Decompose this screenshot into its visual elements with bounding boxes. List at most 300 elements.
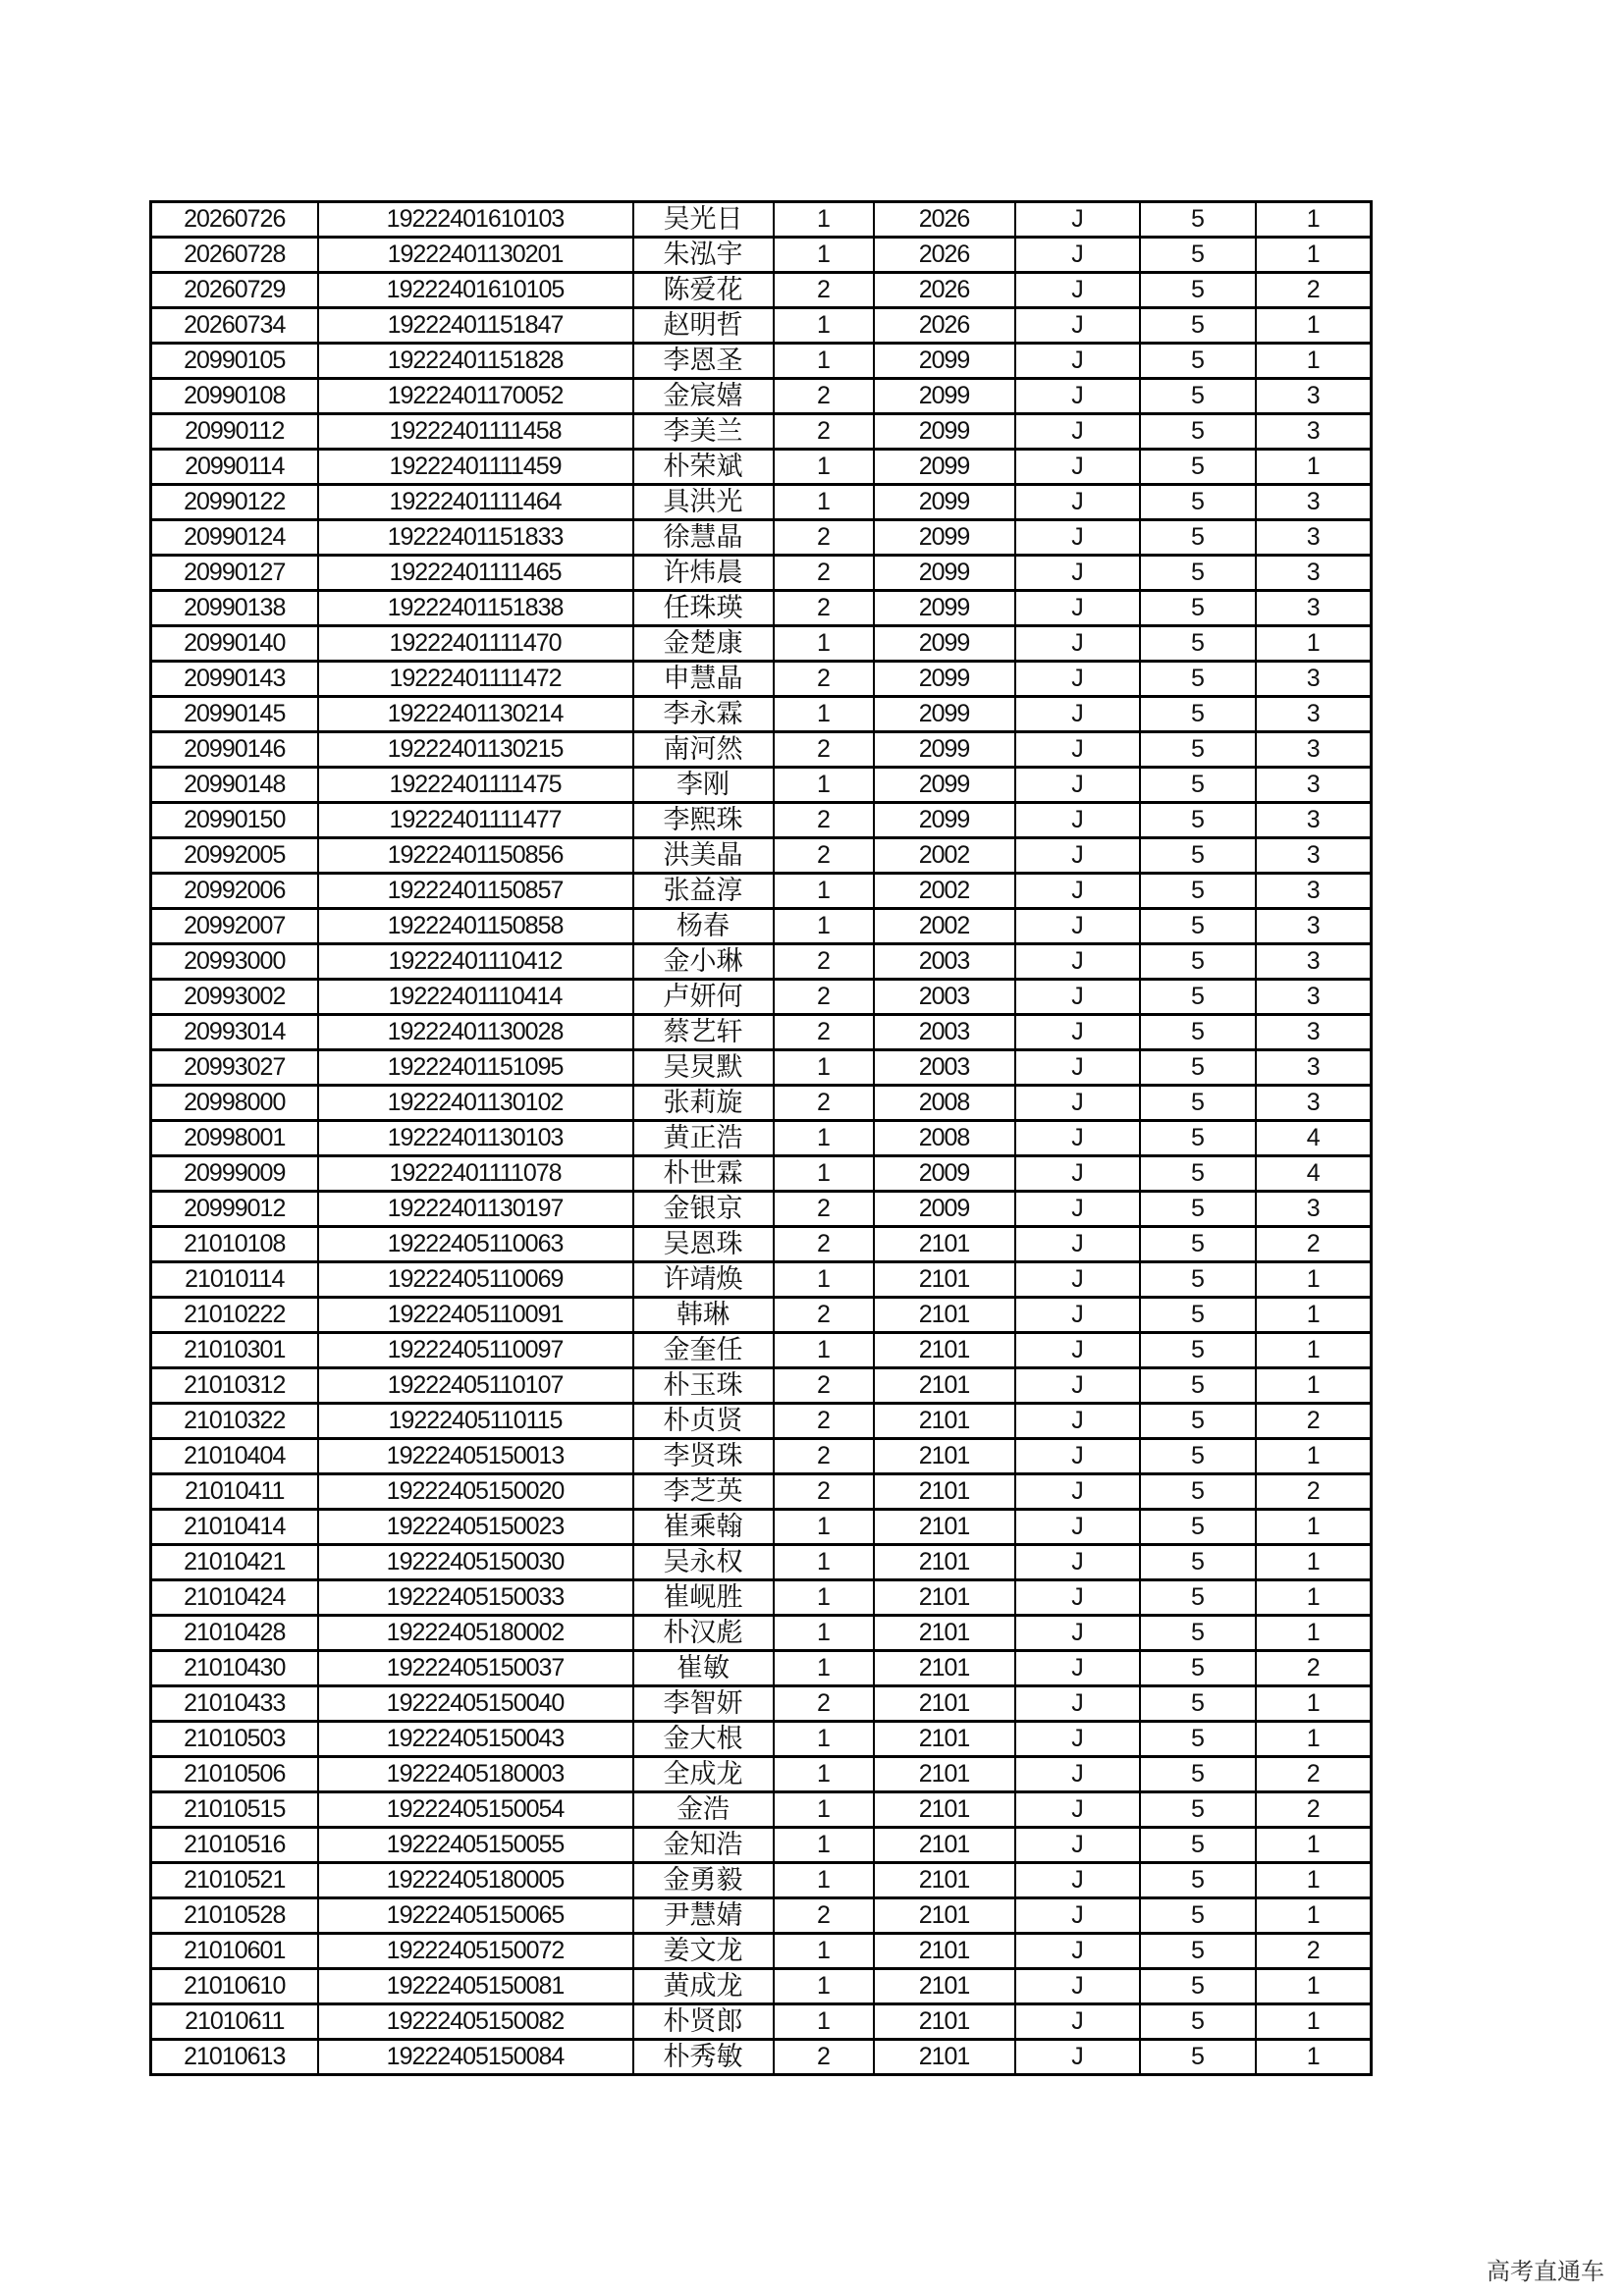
cell-code: 2002 [874,838,1015,874]
cell-gender: 2 [774,1086,874,1121]
cell-exam-id: 21010516 [151,1828,318,1863]
cell-value-b: 1 [1256,1510,1372,1545]
cell-value-b: 1 [1256,238,1372,273]
cell-gender: 1 [774,450,874,485]
cell-registration-no: 19222401111458 [318,414,633,450]
cell-value-b: 2 [1256,273,1372,308]
cell-exam-id: 21010610 [151,1969,318,2004]
cell-gender: 1 [774,1510,874,1545]
cell-value-a: 5 [1140,1757,1256,1792]
cell-value-b: 3 [1256,556,1372,591]
cell-value-a: 5 [1140,626,1256,662]
cell-value-a: 5 [1140,1686,1256,1722]
cell-exam-id: 21010613 [151,2040,318,2075]
cell-value-b: 3 [1256,485,1372,520]
cell-exam-id: 20990112 [151,414,318,450]
cell-value-a: 5 [1140,1439,1256,1474]
cell-exam-id: 20260728 [151,238,318,273]
cell-registration-no: 19222405150055 [318,1828,633,1863]
cell-type: J [1015,1015,1140,1050]
cell-value-b: 1 [1256,1580,1372,1616]
cell-exam-id: 21010528 [151,1898,318,1934]
cell-value-b: 3 [1256,803,1372,838]
cell-value-b: 2 [1256,1474,1372,1510]
cell-exam-id: 21010506 [151,1757,318,1792]
cell-type: J [1015,803,1140,838]
cell-gender: 1 [774,1580,874,1616]
table-row [151,1086,1372,1121]
cell-name: 南河然 [633,732,774,768]
cell-name: 陈爱花 [633,273,774,308]
cell-value-b: 1 [1256,1863,1372,1898]
cell-code: 2101 [874,1757,1015,1792]
cell-registration-no: 19222405110091 [318,1298,633,1333]
cell-code: 2101 [874,1898,1015,1934]
table-row [151,1545,1372,1580]
table-row [151,1580,1372,1616]
cell-value-a: 5 [1140,662,1256,697]
cell-name: 朴贤郎 [633,2004,774,2040]
cell-name: 朱泓宇 [633,238,774,273]
cell-code: 2008 [874,1086,1015,1121]
cell-value-b: 3 [1256,379,1372,414]
cell-code: 2099 [874,344,1015,379]
cell-name: 朴贞贤 [633,1404,774,1439]
table-row [151,1898,1372,1934]
cell-gender: 2 [774,662,874,697]
cell-name: 洪美晶 [633,838,774,874]
cell-value-a: 5 [1140,1510,1256,1545]
cell-exam-id: 20260734 [151,308,318,344]
cell-type: J [1015,1368,1140,1404]
cell-value-b: 2 [1256,1227,1372,1262]
table-row [151,520,1372,556]
cell-registration-no: 19222401130028 [318,1015,633,1050]
cell-exam-id: 20999009 [151,1156,318,1192]
cell-exam-id: 21010611 [151,2004,318,2040]
cell-exam-id: 20990124 [151,520,318,556]
cell-gender: 1 [774,1934,874,1969]
cell-name: 金勇毅 [633,1863,774,1898]
cell-name: 金知浩 [633,1828,774,1863]
cell-name: 许炜晨 [633,556,774,591]
cell-registration-no: 19222405150072 [318,1934,633,1969]
cell-name: 金大根 [633,1722,774,1757]
cell-exam-id: 20990138 [151,591,318,626]
cell-type: J [1015,1439,1140,1474]
cell-registration-no: 19222401151833 [318,520,633,556]
cell-exam-id: 21010433 [151,1686,318,1722]
cell-value-a: 5 [1140,2004,1256,2040]
cell-registration-no: 19222401151847 [318,308,633,344]
cell-value-a: 5 [1140,202,1256,238]
table-row [151,1192,1372,1227]
cell-code: 2101 [874,1580,1015,1616]
cell-type: J [1015,1757,1140,1792]
table-row [151,1333,1372,1368]
cell-exam-id: 20990140 [151,626,318,662]
cell-code: 2101 [874,1828,1015,1863]
cell-exam-id: 20993000 [151,944,318,980]
cell-code: 2099 [874,591,1015,626]
cell-gender: 1 [774,1050,874,1086]
cell-registration-no: 19222401610105 [318,273,633,308]
cell-exam-id: 20993014 [151,1015,318,1050]
cell-gender: 2 [774,1015,874,1050]
cell-gender: 2 [774,1192,874,1227]
cell-registration-no: 19222401150858 [318,909,633,944]
cell-value-b: 1 [1256,1439,1372,1474]
cell-registration-no: 19222405150033 [318,1580,633,1616]
cell-exam-id: 21010430 [151,1651,318,1686]
cell-gender: 1 [774,202,874,238]
cell-type: J [1015,1898,1140,1934]
cell-registration-no: 19222405180003 [318,1757,633,1792]
table-row [151,379,1372,414]
cell-code: 2003 [874,980,1015,1015]
cell-value-a: 5 [1140,556,1256,591]
cell-exam-id: 20990145 [151,697,318,732]
cell-name: 具洪光 [633,485,774,520]
cell-name: 吴恩珠 [633,1227,774,1262]
cell-name: 黄成龙 [633,1969,774,2004]
cell-value-b: 2 [1256,1934,1372,1969]
cell-registration-no: 19222405110069 [318,1262,633,1298]
cell-name: 金楚康 [633,626,774,662]
cell-value-b: 2 [1256,1792,1372,1828]
table-row [151,344,1372,379]
cell-exam-id: 20990114 [151,450,318,485]
table-row [151,1651,1372,1686]
cell-code: 2099 [874,450,1015,485]
cell-exam-id: 20998001 [151,1121,318,1156]
cell-gender: 2 [774,2040,874,2075]
cell-registration-no: 19222401130102 [318,1086,633,1121]
cell-value-b: 1 [1256,202,1372,238]
cell-exam-id: 20999012 [151,1192,318,1227]
cell-value-a: 5 [1140,980,1256,1015]
table-row [151,1828,1372,1863]
cell-gender: 1 [774,909,874,944]
cell-value-b: 2 [1256,1404,1372,1439]
cell-type: J [1015,838,1140,874]
cell-value-b: 1 [1256,1333,1372,1368]
cell-gender: 1 [774,1757,874,1792]
cell-exam-id: 20260729 [151,273,318,308]
cell-value-a: 5 [1140,1545,1256,1580]
cell-gender: 1 [774,2004,874,2040]
cell-name: 李智妍 [633,1686,774,1722]
cell-value-b: 2 [1256,1651,1372,1686]
table-row [151,450,1372,485]
cell-value-b: 4 [1256,1121,1372,1156]
cell-name: 崔乘翰 [633,1510,774,1545]
cell-value-b: 1 [1256,344,1372,379]
cell-code: 2099 [874,520,1015,556]
cell-gender: 2 [774,803,874,838]
cell-registration-no: 19222405150030 [318,1545,633,1580]
cell-value-b: 3 [1256,980,1372,1015]
cell-value-b: 3 [1256,838,1372,874]
cell-type: J [1015,379,1140,414]
cell-gender: 2 [774,838,874,874]
cell-name: 吴光日 [633,202,774,238]
cell-registration-no: 19222401110412 [318,944,633,980]
cell-code: 2099 [874,803,1015,838]
cell-gender: 1 [774,1545,874,1580]
cell-gender: 1 [774,344,874,379]
cell-type: J [1015,1262,1140,1298]
cell-value-b: 1 [1256,1298,1372,1333]
cell-name: 尹慧婧 [633,1898,774,1934]
cell-gender: 1 [774,874,874,909]
cell-value-a: 5 [1140,414,1256,450]
cell-value-b: 1 [1256,1828,1372,1863]
cell-registration-no: 19222405150084 [318,2040,633,2075]
table-row [151,1227,1372,1262]
cell-code: 2003 [874,1015,1015,1050]
cell-code: 2099 [874,556,1015,591]
cell-value-b: 1 [1256,308,1372,344]
cell-code: 2101 [874,2040,1015,2075]
cell-gender: 1 [774,1792,874,1828]
cell-type: J [1015,1333,1140,1368]
cell-value-a: 5 [1140,1086,1256,1121]
cell-exam-id: 21010114 [151,1262,318,1298]
cell-code: 2009 [874,1156,1015,1192]
cell-value-b: 2 [1256,1757,1372,1792]
cell-code: 2008 [874,1121,1015,1156]
cell-registration-no: 19222405150037 [318,1651,633,1686]
cell-name: 全成龙 [633,1757,774,1792]
cell-registration-no: 19222405150023 [318,1510,633,1545]
cell-value-b: 3 [1256,768,1372,803]
cell-gender: 2 [774,944,874,980]
cell-name: 李熙珠 [633,803,774,838]
cell-gender: 2 [774,414,874,450]
cell-type: J [1015,556,1140,591]
cell-name: 杨春 [633,909,774,944]
cell-value-a: 5 [1140,768,1256,803]
cell-code: 2101 [874,1510,1015,1545]
cell-code: 2101 [874,1368,1015,1404]
table-row [151,838,1372,874]
cell-type: J [1015,1580,1140,1616]
cell-name: 金浩 [633,1792,774,1828]
table-row [151,1156,1372,1192]
cell-name: 朴荣斌 [633,450,774,485]
cell-type: J [1015,1686,1140,1722]
cell-type: J [1015,1545,1140,1580]
cell-type: J [1015,874,1140,909]
cell-exam-id: 20992005 [151,838,318,874]
table-row [151,1121,1372,1156]
cell-name: 金小琳 [633,944,774,980]
cell-value-a: 5 [1140,238,1256,273]
cell-value-b: 3 [1256,1050,1372,1086]
cell-exam-id: 21010521 [151,1863,318,1898]
cell-name: 任珠瑛 [633,591,774,626]
cell-value-b: 3 [1256,874,1372,909]
student-table [149,200,1373,2076]
cell-type: J [1015,238,1140,273]
cell-exam-id: 21010222 [151,1298,318,1333]
table-row [151,591,1372,626]
cell-registration-no: 19222405110063 [318,1227,633,1262]
cell-exam-id: 21010108 [151,1227,318,1262]
cell-name: 赵明哲 [633,308,774,344]
cell-value-a: 5 [1140,909,1256,944]
cell-value-a: 5 [1140,1580,1256,1616]
cell-exam-id: 20993027 [151,1050,318,1086]
cell-code: 2101 [874,1333,1015,1368]
table-row [151,1262,1372,1298]
cell-value-a: 5 [1140,874,1256,909]
cell-name: 张益淳 [633,874,774,909]
cell-value-a: 5 [1140,379,1256,414]
cell-value-b: 4 [1256,1156,1372,1192]
cell-type: J [1015,732,1140,768]
cell-exam-id: 21010503 [151,1722,318,1757]
cell-type: J [1015,1474,1140,1510]
cell-code: 2099 [874,379,1015,414]
cell-registration-no: 19222401111078 [318,1156,633,1192]
cell-value-a: 5 [1140,1121,1256,1156]
cell-exam-id: 21010424 [151,1580,318,1616]
cell-gender: 1 [774,1651,874,1686]
cell-gender: 1 [774,308,874,344]
cell-value-a: 5 [1140,273,1256,308]
cell-exam-id: 21010421 [151,1545,318,1580]
cell-name: 许靖焕 [633,1262,774,1298]
cell-value-b: 3 [1256,520,1372,556]
cell-exam-id: 21010428 [151,1616,318,1651]
cell-registration-no: 19222405110115 [318,1404,633,1439]
cell-name: 金宸嬉 [633,379,774,414]
table-row [151,1863,1372,1898]
cell-value-a: 5 [1140,1651,1256,1686]
cell-gender: 2 [774,1439,874,1474]
cell-registration-no: 19222405150081 [318,1969,633,2004]
cell-value-b: 1 [1256,1262,1372,1298]
table-row [151,556,1372,591]
cell-name: 吴炅默 [633,1050,774,1086]
cell-value-a: 5 [1140,1863,1256,1898]
cell-name: 徐慧晶 [633,520,774,556]
cell-gender: 2 [774,1898,874,1934]
cell-value-b: 3 [1256,414,1372,450]
cell-registration-no: 19222405180002 [318,1616,633,1651]
table-row [151,697,1372,732]
cell-code: 2099 [874,414,1015,450]
cell-code: 2101 [874,1227,1015,1262]
cell-registration-no: 19222401111477 [318,803,633,838]
table-row [151,803,1372,838]
cell-value-a: 5 [1140,1333,1256,1368]
cell-type: J [1015,909,1140,944]
cell-type: J [1015,1934,1140,1969]
cell-code: 2026 [874,202,1015,238]
table-row [151,874,1372,909]
cell-gender: 1 [774,238,874,273]
table-row [151,1510,1372,1545]
table-row [151,768,1372,803]
cell-type: J [1015,308,1140,344]
cell-code: 2101 [874,1969,1015,2004]
cell-gender: 2 [774,273,874,308]
cell-exam-id: 21010301 [151,1333,318,1368]
cell-code: 2099 [874,768,1015,803]
cell-type: J [1015,980,1140,1015]
cell-registration-no: 19222401151095 [318,1050,633,1086]
cell-value-b: 3 [1256,1086,1372,1121]
cell-exam-id: 20990127 [151,556,318,591]
cell-registration-no: 19222405110097 [318,1333,633,1368]
cell-registration-no: 19222401111470 [318,626,633,662]
cell-type: J [1015,697,1140,732]
table-row [151,626,1372,662]
cell-name: 金银京 [633,1192,774,1227]
cell-name: 姜文龙 [633,1934,774,1969]
cell-exam-id: 20260726 [151,202,318,238]
cell-value-b: 1 [1256,1686,1372,1722]
cell-registration-no: 19222401151828 [318,344,633,379]
cell-name: 申慧晶 [633,662,774,697]
cell-name: 金奎任 [633,1333,774,1368]
cell-registration-no: 19222401130103 [318,1121,633,1156]
cell-value-b: 1 [1256,1898,1372,1934]
cell-name: 韩琳 [633,1298,774,1333]
cell-code: 2099 [874,485,1015,520]
cell-name: 李永霖 [633,697,774,732]
cell-value-a: 5 [1140,1404,1256,1439]
cell-value-a: 5 [1140,1792,1256,1828]
cell-type: J [1015,273,1140,308]
cell-gender: 1 [774,768,874,803]
cell-code: 2101 [874,1404,1015,1439]
cell-code: 2099 [874,626,1015,662]
cell-gender: 2 [774,1368,874,1404]
cell-type: J [1015,414,1140,450]
cell-registration-no: 19222405110107 [318,1368,633,1404]
cell-registration-no: 19222405150020 [318,1474,633,1510]
cell-value-a: 5 [1140,1298,1256,1333]
cell-exam-id: 20993002 [151,980,318,1015]
watermark: 高考直通车 [1487,2258,1604,2285]
cell-value-a: 5 [1140,803,1256,838]
cell-value-a: 5 [1140,1969,1256,2004]
cell-gender: 1 [774,1616,874,1651]
cell-value-a: 5 [1140,1722,1256,1757]
cell-gender: 1 [774,1156,874,1192]
cell-registration-no: 19222405150043 [318,1722,633,1757]
cell-value-a: 5 [1140,1368,1256,1404]
table-row [151,662,1372,697]
cell-type: J [1015,1156,1140,1192]
cell-value-b: 3 [1256,697,1372,732]
cell-code: 2099 [874,662,1015,697]
cell-value-b: 1 [1256,626,1372,662]
cell-value-a: 5 [1140,1828,1256,1863]
cell-gender: 1 [774,1121,874,1156]
cell-value-a: 5 [1140,520,1256,556]
cell-gender: 2 [774,1227,874,1262]
cell-code: 2101 [874,1686,1015,1722]
cell-type: J [1015,1616,1140,1651]
cell-value-b: 1 [1256,1969,1372,2004]
cell-gender: 2 [774,379,874,414]
cell-name: 蔡艺轩 [633,1015,774,1050]
